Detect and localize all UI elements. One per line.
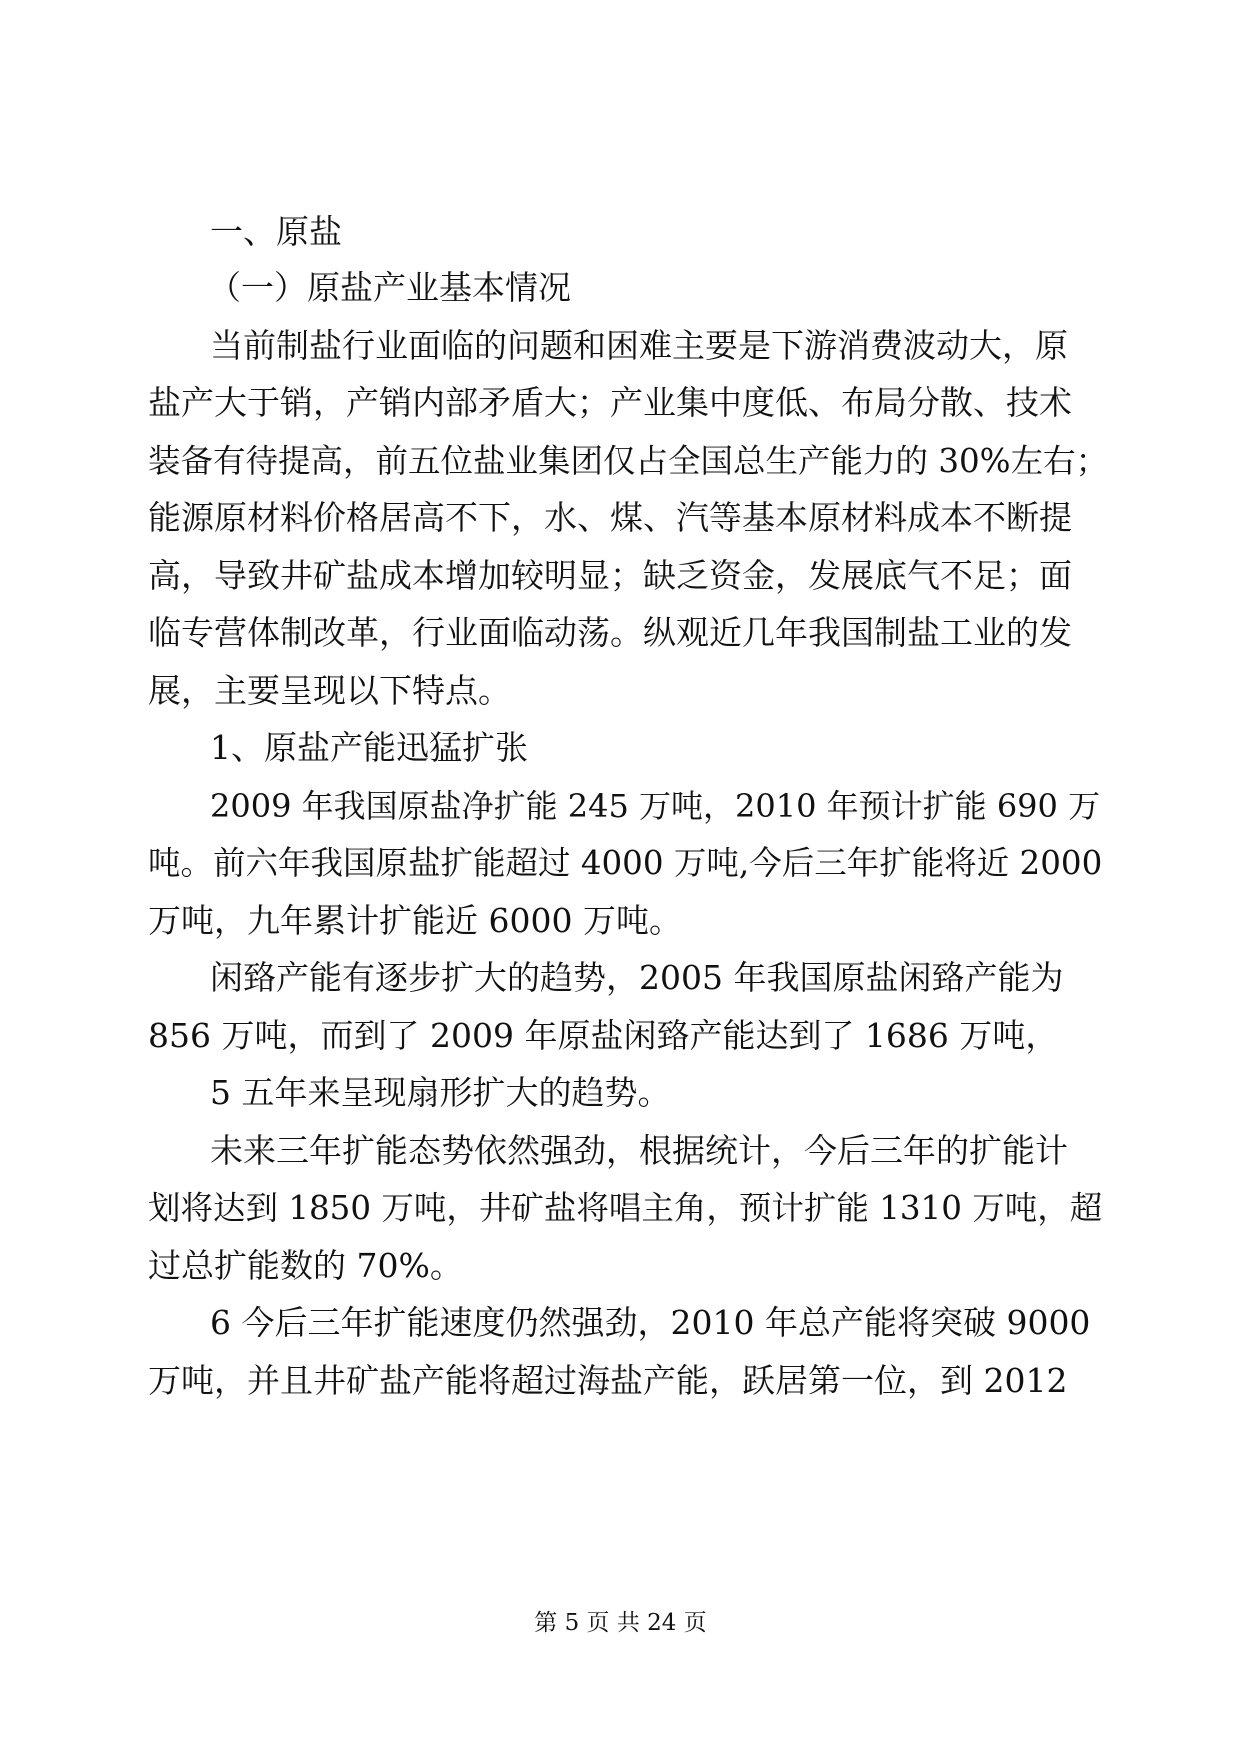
paragraph-line: 能源原材料价格居高不下，水、煤、汽等基本原材料成本不断提 — [148, 498, 1072, 537]
paragraph-line: 6 今后三年扩能速度仍然强劲，2010 年总产能将突破 9000 — [210, 1303, 1091, 1342]
paragraph-line: 吨。前六年我国原盐扩能超过 4000 万吨,今后三年扩能将近 2000 — [148, 844, 1103, 882]
paragraph-line: 5 五年来呈现扇形扩大的趋势。 — [210, 1073, 671, 1112]
paragraph-line: 万吨，九年累计扩能近 6000 万吨。 — [148, 901, 682, 940]
paragraph-line: 划将达到 1850 万吨，井矿盐将唱主角，预计扩能 1310 万吨，超 — [148, 1189, 1103, 1227]
paragraph-line: 万吨，并且井矿盐产能将超过海盐产能，跃居第一位，到 2012 — [148, 1361, 1068, 1400]
paragraph-line: 临专营体制改革，行业面临动荡。纵观近几年我国制盐工业的发 — [148, 613, 1072, 652]
subsection-heading: 1、原盐产能迅猛扩张 — [210, 728, 528, 767]
paragraph-line: 装备有待提高，前五位盐业集团仅占全国总生产能力的 30%左右； — [148, 442, 1109, 480]
paragraph-line: 过总扩能数的 70%。 — [148, 1246, 463, 1285]
paragraph-line: 高，导致井矿盐成本增加较明显；缺乏资金，发展底气不足；面 — [148, 556, 1072, 595]
page-footer: 第 5 页 共 24 页 — [534, 1610, 707, 1636]
paragraph-line: 856 万吨，而到了 2009 年原盐闲臵产能达到了 1686 万吨， — [148, 1016, 1059, 1055]
subsection-heading: （一）原盐产业基本情况 — [208, 268, 571, 307]
paragraph-line: 当前制盐行业面临的问题和困难主要是下游消费波动大，原 — [210, 326, 1068, 365]
paragraph-line: 盐产大于销，产销内部矛盾大；产业集中度低、布局分散、技术 — [148, 383, 1072, 422]
paragraph-line: 展，主要呈现以下特点。 — [148, 671, 511, 710]
paragraph-line: 闲臵产能有逐步扩大的趋势，2005 年我国原盐闲臵产能为 — [210, 958, 1064, 997]
paragraph-line: 未来三年扩能态势依然强劲，根据统计，今后三年的扩能计 — [210, 1131, 1068, 1170]
paragraph-line: 2009 年我国原盐净扩能 245 万吨，2010 年预计扩能 690 万 — [210, 787, 1101, 825]
section-heading: 一、原盐 — [210, 212, 342, 251]
